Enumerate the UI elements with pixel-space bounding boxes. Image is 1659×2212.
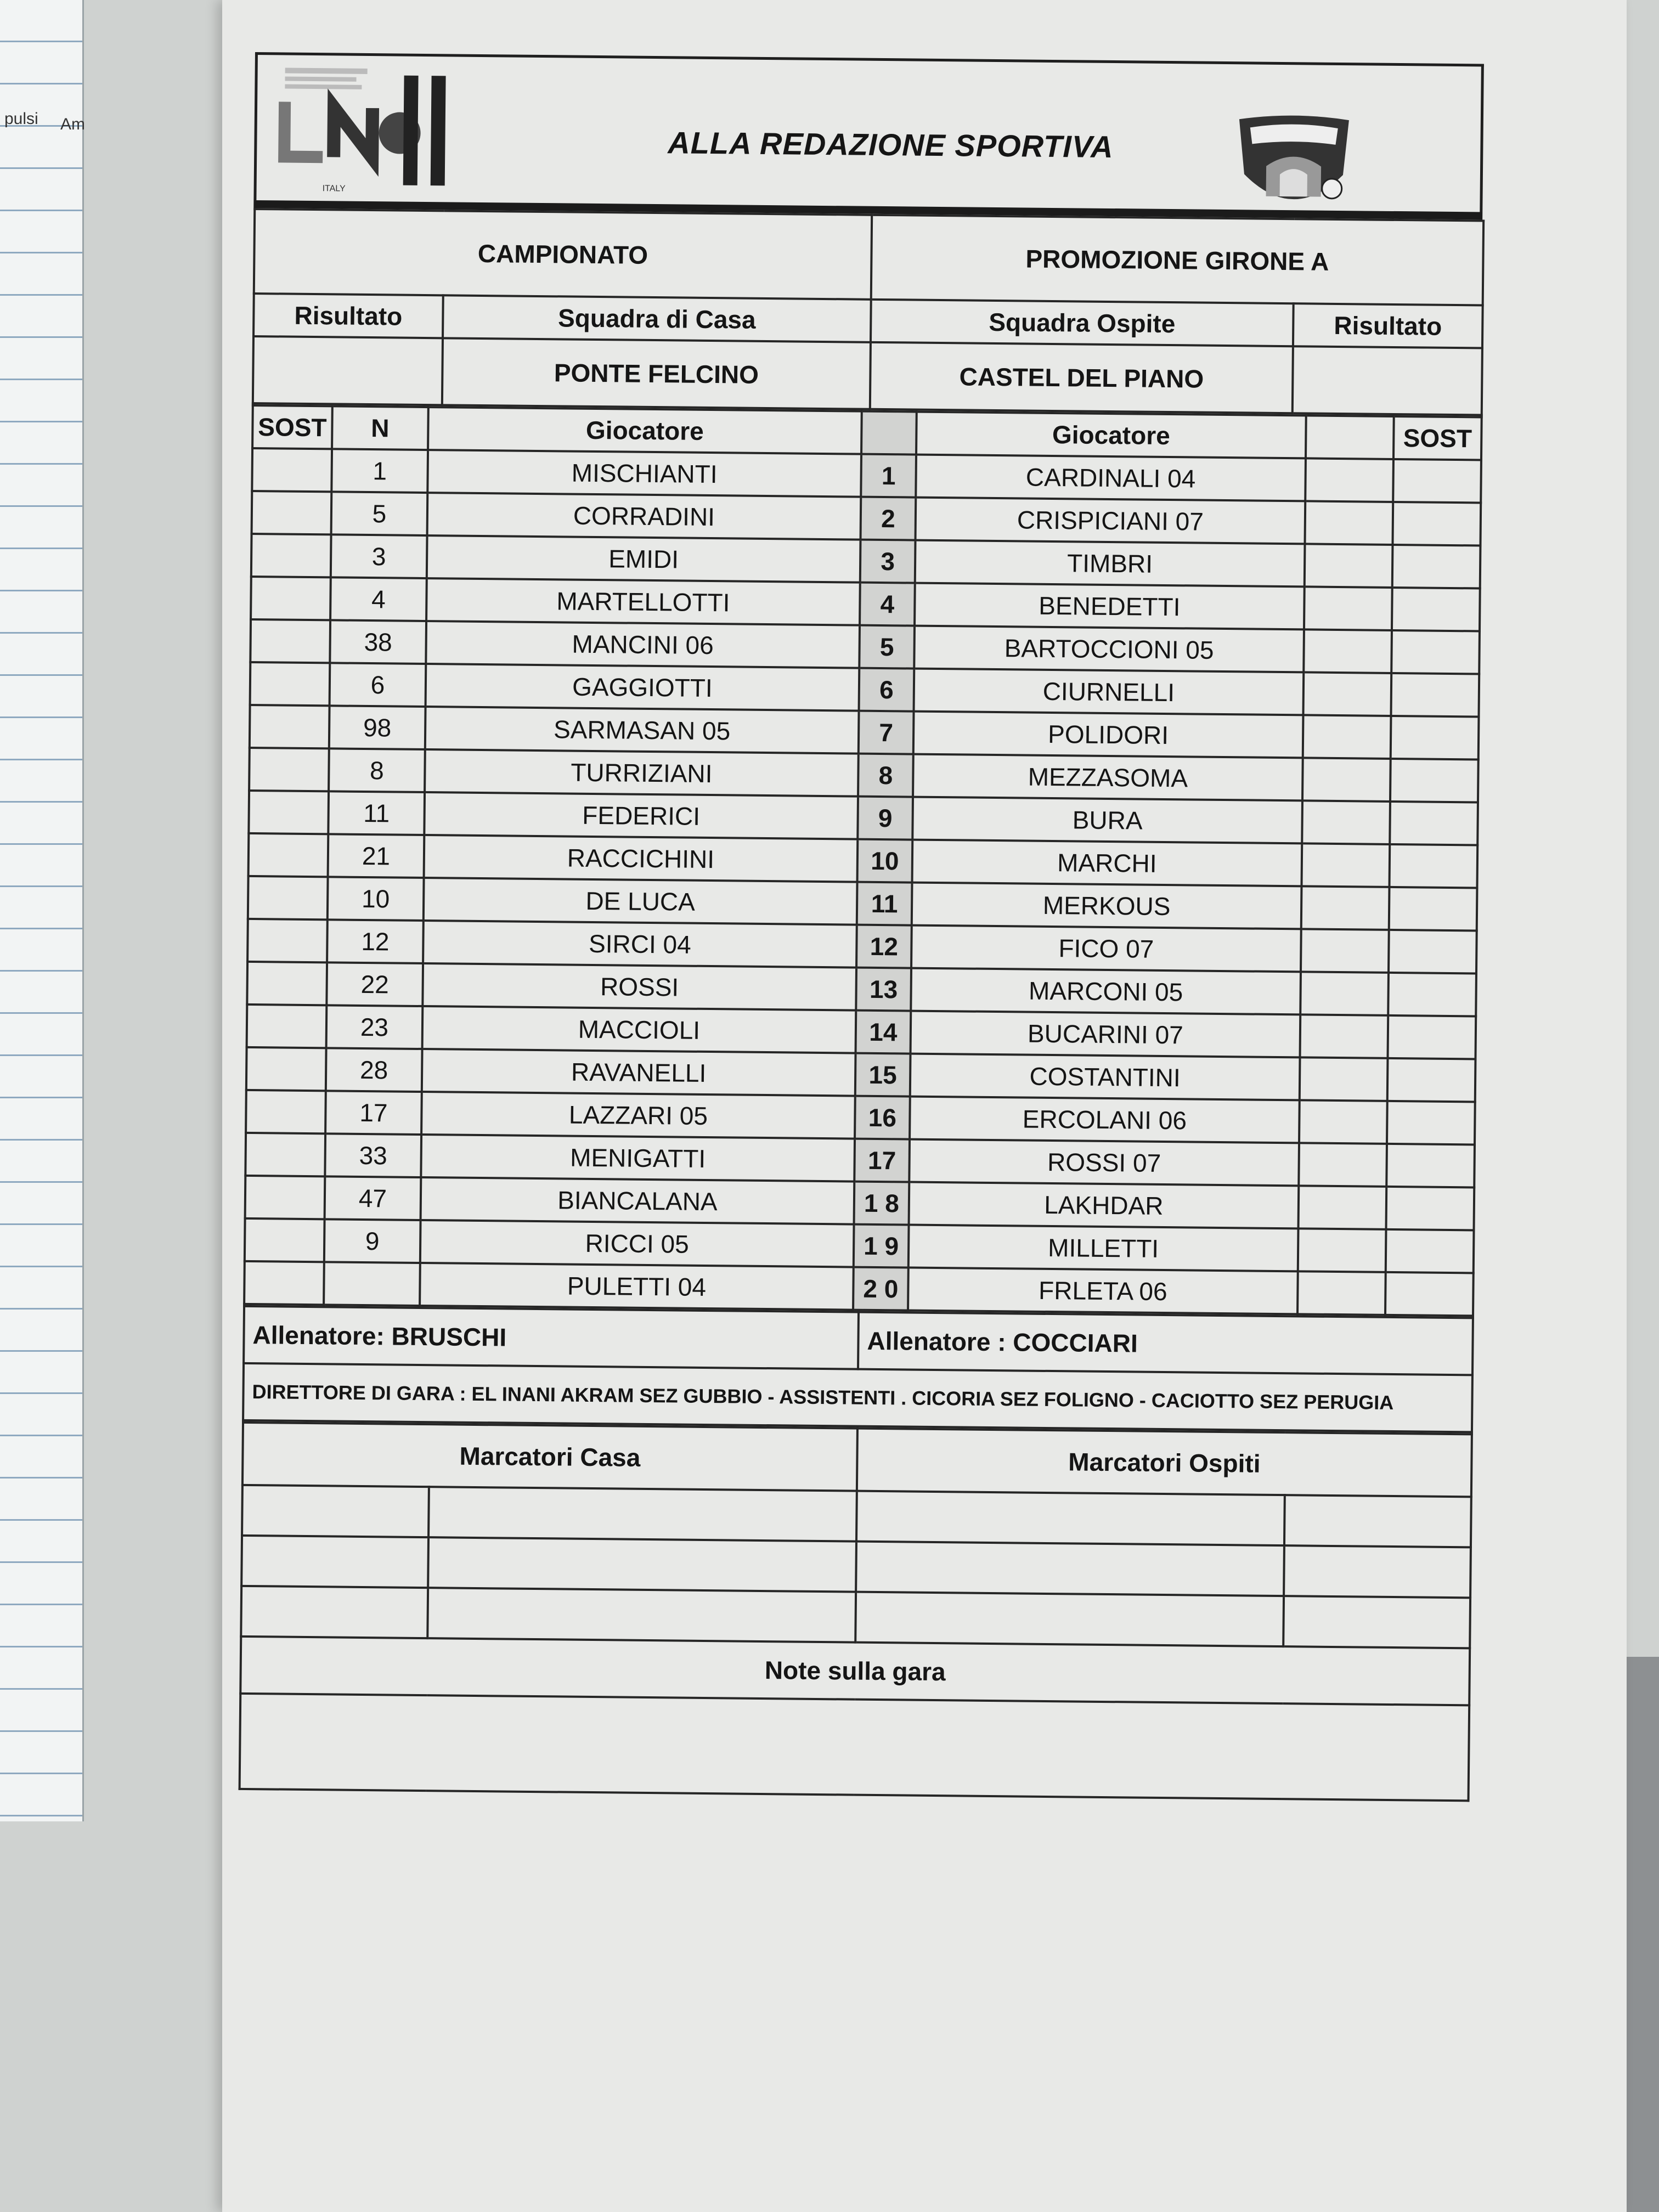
home-player-name: SIRCI 04: [423, 921, 857, 968]
away-sost-cell: [1388, 973, 1476, 1017]
away-number-cell: [1299, 1100, 1387, 1144]
home-player-number: 22: [326, 962, 423, 1006]
home-player-name: TURRIZIANI: [425, 749, 859, 797]
away-sost-cell: [1391, 716, 1479, 760]
home-team-label: Squadra di Casa: [443, 295, 871, 342]
home-player-number: 9: [324, 1219, 421, 1263]
notes-area: [240, 1694, 1470, 1801]
home-player-number: 11: [328, 791, 425, 835]
home-sost-cell: [249, 833, 329, 877]
home-player-number: 6: [330, 663, 426, 707]
home-sost-cell: [246, 1090, 326, 1133]
scorer-cell: [242, 1485, 429, 1537]
away-sost-cell: [1392, 588, 1480, 631]
home-player-number: 28: [326, 1048, 422, 1092]
home-player-name: MISCHIANTI: [427, 450, 861, 497]
home-sost-cell: [247, 919, 328, 962]
away-player-name: FICO 07: [911, 926, 1301, 972]
away-sost-cell: [1386, 1144, 1475, 1188]
home-player-header: Giocatore: [428, 407, 862, 454]
match-sheet: [239, 52, 1484, 1802]
home-player-number: 17: [325, 1091, 422, 1135]
home-player-name: MENIGATTI: [421, 1135, 855, 1182]
home-sost-cell: [252, 448, 332, 492]
home-sost-cell: [251, 534, 331, 577]
away-number-cell: [1297, 1271, 1386, 1315]
home-player-name: GAGGIOTTI: [426, 664, 860, 711]
row-number: 1 8: [854, 1182, 910, 1225]
scorer-cell: [855, 1592, 1284, 1646]
home-player-name: BIANCALANA: [421, 1177, 855, 1224]
away-number-header: [1306, 415, 1394, 459]
home-player-name: EMIDI: [427, 535, 861, 583]
document-title: ALLA REDAZIONE SPORTIVA: [668, 125, 1114, 165]
away-scorers-label: Marcatori Ospiti: [857, 1429, 1472, 1497]
away-player-name: MILLETTI: [909, 1225, 1299, 1272]
away-sost-cell: [1393, 459, 1481, 503]
away-player-header: Giocatore: [916, 412, 1306, 459]
scorer-cell: [428, 1537, 856, 1592]
home-player-name: PULETTI 04: [420, 1263, 854, 1310]
home-player-number: 12: [327, 919, 424, 963]
binder-label: pulsi: [4, 110, 38, 128]
home-player-name: RICCI 05: [420, 1220, 854, 1267]
home-sost-cell: [247, 962, 327, 1005]
away-number-cell: [1305, 544, 1393, 588]
away-sost-cell: [1390, 802, 1478, 845]
home-player-number: 5: [331, 492, 428, 535]
row-number: 12: [856, 925, 912, 968]
away-number-cell: [1305, 458, 1393, 502]
away-coach: Allenatore : COCCIARI: [858, 1312, 1473, 1375]
campionato-label: CAMPIONATO: [254, 209, 872, 300]
home-sost-cell: [251, 577, 331, 620]
row-number-header: [861, 411, 917, 455]
home-sost-header: SOST: [252, 405, 332, 449]
home-player-number: 23: [326, 1005, 423, 1049]
away-number-cell: [1300, 1057, 1388, 1101]
home-player-number: 33: [325, 1133, 421, 1177]
away-number-cell: [1299, 1186, 1387, 1229]
away-number-cell: [1304, 629, 1392, 673]
home-player-name: CORRADINI: [427, 493, 861, 540]
home-sost-cell: [244, 1261, 324, 1305]
away-number-cell: [1302, 758, 1391, 802]
home-player-number: 1: [331, 449, 428, 493]
notes-label: Note sulla gara: [240, 1637, 1470, 1705]
row-number: 2 0: [853, 1267, 909, 1311]
row-number: 1: [861, 454, 916, 498]
away-sost-cell: [1385, 1272, 1474, 1316]
match-info-table: [252, 208, 1485, 416]
away-number-cell: [1298, 1228, 1386, 1272]
campionato-value: PROMOZIONE GIRONE A: [871, 215, 1483, 306]
svg-text:ITALY: ITALY: [322, 184, 346, 194]
away-player-name: MERKOUS: [912, 883, 1302, 929]
away-number-cell: [1303, 715, 1391, 759]
home-team-name: PONTE FELCINO: [442, 338, 871, 409]
home-player-number: 8: [329, 748, 425, 792]
away-number-cell: [1301, 929, 1389, 973]
scorer-cell: [241, 1536, 428, 1588]
row-number: 10: [857, 839, 913, 883]
away-sost-cell: [1387, 1058, 1476, 1102]
home-player-name: DE LUCA: [424, 878, 857, 925]
scorer-cell: [1284, 1545, 1471, 1598]
away-sost-cell: [1391, 630, 1480, 674]
away-result-label: Risultato: [1293, 303, 1483, 348]
home-player-number: 4: [330, 577, 427, 621]
scorer-cell: [1284, 1495, 1471, 1547]
away-sost-cell: [1389, 844, 1477, 888]
away-team-label: Squadra Ospite: [871, 300, 1294, 346]
row-number: 1 9: [854, 1224, 909, 1268]
home-player-number: 21: [328, 834, 425, 878]
away-player-name: MARCONI 05: [911, 968, 1301, 1015]
home-sost-cell: [245, 1133, 325, 1176]
home-player-number: 10: [328, 877, 424, 921]
home-player-name: MANCINI 06: [426, 621, 860, 668]
home-coach: Allenatore: BRUSCHI: [244, 1306, 859, 1369]
home-player-name: RACCICHINI: [424, 835, 858, 882]
away-number-cell: [1300, 972, 1389, 1015]
home-sost-cell: [245, 1176, 325, 1219]
row-number: 7: [859, 711, 914, 754]
home-player-number: [324, 1262, 420, 1306]
away-player-name: BUCARINI 07: [911, 1011, 1301, 1058]
away-number-cell: [1301, 886, 1390, 930]
binder-label: Am: [60, 115, 85, 133]
away-number-cell: [1301, 843, 1390, 887]
home-player-name: SARMASAN 05: [425, 707, 859, 754]
away-player-name: MARCHI: [912, 840, 1302, 887]
away-sost-header: SOST: [1393, 416, 1482, 460]
row-number: 13: [856, 968, 911, 1011]
away-player-name: BENEDETTI: [915, 583, 1305, 630]
background-binder-sheet: [0, 0, 84, 1821]
row-number: 11: [857, 882, 912, 926]
staff-table: [242, 1305, 1474, 1434]
home-player-number: 47: [325, 1176, 421, 1220]
away-result-value: [1293, 346, 1482, 415]
away-number-cell: [1299, 1143, 1387, 1187]
away-sost-cell: [1389, 930, 1477, 974]
row-number: 3: [860, 540, 916, 583]
away-sost-cell: [1389, 887, 1477, 931]
home-player-name: FEDERICI: [424, 792, 858, 839]
row-number: 6: [859, 668, 915, 712]
scorer-cell: [428, 1487, 857, 1541]
away-sost-cell: [1391, 673, 1479, 717]
home-sost-cell: [246, 1047, 326, 1091]
club-crest-icon: [1233, 114, 1355, 219]
home-player-name: LAZZARI 05: [421, 1092, 855, 1139]
away-player-name: BARTOCCIONI 05: [914, 626, 1304, 673]
away-team-name: CASTEL DEL PIANO: [870, 342, 1293, 413]
away-number-cell: [1300, 1014, 1388, 1058]
away-player-name: FRLETA 06: [908, 1268, 1298, 1314]
home-sost-cell: [250, 705, 330, 748]
row-number: 16: [855, 1096, 910, 1139]
away-sost-cell: [1392, 502, 1481, 546]
home-sost-cell: [250, 619, 330, 663]
away-player-name: CRISPICIANI 07: [916, 498, 1306, 544]
home-sost-cell: [249, 791, 329, 834]
scorer-cell: [856, 1491, 1285, 1545]
away-player-name: CARDINALI 04: [916, 455, 1306, 501]
home-result-label: Risultato: [253, 294, 443, 338]
away-player-name: COSTANTINI: [910, 1054, 1300, 1101]
row-number: 2: [861, 497, 916, 540]
away-player-name: ROSSI 07: [909, 1139, 1299, 1186]
home-player-name: RAVANELLI: [422, 1049, 856, 1096]
roster-table: [243, 404, 1483, 1317]
away-number-cell: [1305, 501, 1393, 545]
scorer-cell: [856, 1542, 1284, 1596]
away-sost-cell: [1387, 1101, 1475, 1145]
scorers-table: [239, 1421, 1473, 1802]
home-player-number: 98: [329, 706, 426, 749]
home-player-number: 3: [331, 534, 427, 578]
row-number: 9: [857, 797, 913, 840]
away-sost-cell: [1386, 1187, 1474, 1231]
match-sheet-paper: [222, 0, 1627, 2212]
row-number: 17: [854, 1139, 910, 1182]
away-player-name: ERCOLANI 06: [910, 1097, 1300, 1143]
home-player-name: ROSSI: [422, 963, 856, 1011]
away-sost-cell: [1387, 1015, 1476, 1059]
away-sost-cell: [1392, 545, 1481, 589]
away-player-name: MEZZASOMA: [913, 754, 1303, 801]
home-player-name: MACCIOLI: [422, 1006, 856, 1053]
scorer-cell: [427, 1588, 856, 1642]
home-result-value: [253, 336, 443, 405]
sheet-header: [253, 52, 1483, 212]
away-player-name: CIURNELLI: [914, 669, 1304, 715]
home-scorers-label: Marcatori Casa: [242, 1423, 857, 1491]
away-player-name: LAKHDAR: [909, 1182, 1299, 1229]
row-number: 8: [858, 754, 913, 797]
home-sost-cell: [245, 1218, 325, 1262]
away-sost-cell: [1390, 759, 1479, 803]
row-number: 15: [855, 1053, 911, 1097]
away-number-cell: [1304, 586, 1392, 630]
away-player-name: BURA: [912, 797, 1302, 844]
away-number-cell: [1303, 672, 1391, 716]
home-player-name: MARTELLOTTI: [426, 578, 860, 625]
scorer-cell: [1283, 1596, 1470, 1648]
away-sost-cell: [1386, 1229, 1474, 1273]
home-sost-cell: [250, 662, 330, 706]
row-number: 4: [860, 583, 915, 626]
row-number: 5: [859, 625, 915, 669]
away-number-cell: [1302, 800, 1390, 844]
scorer-cell: [241, 1586, 428, 1638]
home-sost-cell: [248, 876, 328, 919]
home-sost-cell: [249, 748, 329, 791]
home-sost-cell: [247, 1005, 327, 1048]
home-number-header: N: [332, 406, 428, 450]
home-player-number: 38: [330, 620, 426, 664]
row-number: 14: [856, 1011, 911, 1054]
officials: DIRETTORE DI GARA : EL INANI AKRAM SEZ GUBBIO - ASSISTENTI . CICORIA SEZ FOLIGNO - CACIOTTO SEZ PERUGIA: [243, 1363, 1472, 1432]
away-player-name: POLIDORI: [913, 712, 1304, 758]
away-player-name: TIMBRI: [915, 540, 1305, 587]
home-sost-cell: [252, 491, 332, 534]
